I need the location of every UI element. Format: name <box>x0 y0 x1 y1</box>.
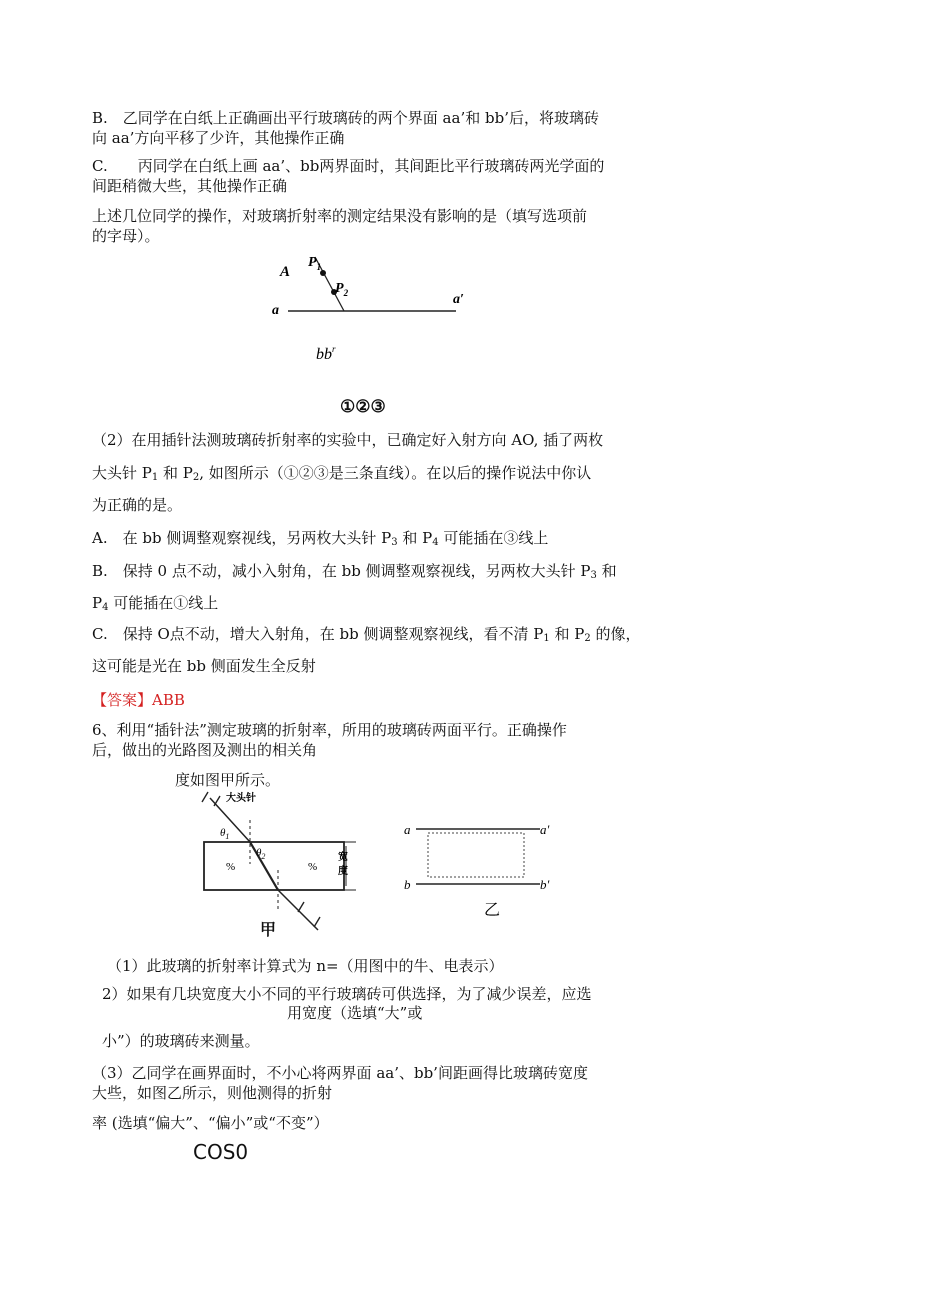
q6-part2-line2: 用宽度（选填“大”或 <box>287 1004 423 1022</box>
q2-option-b-line1: B. 保持 0 点不动，减小入射角，在 bb 侧调整观察视线，另两枚大头针 $P_3$ 和 <box>92 562 617 581</box>
svg-text:%: % <box>226 861 236 873</box>
q5-option-c-line2: 间距稍微大些，其他操作正确 <box>92 177 288 195</box>
svg-text:a′: a′ <box>540 822 550 837</box>
q6-part2-line3: 小”）的玻璃砖来测量。 <box>102 1032 260 1050</box>
q6-part2-line1: 2）如果有几块宽度大小不同的平行玻璃砖可供选择，为了减少误差，应选 <box>102 985 592 1003</box>
circled-numbers: ①②③ <box>340 397 386 417</box>
svg-text:θ1: $\theta_1$ <box>220 827 230 841</box>
q5-option-b-line1: B. 乙同学在白纸上正确画出平行玻璃砖的两个界面 aa’和 bb’后，将玻璃砖 <box>92 109 599 127</box>
figure-yi-caption: 乙 <box>484 902 501 919</box>
figure-incident-ray <box>260 245 490 375</box>
pin-label: 大头针 <box>226 793 256 804</box>
figure-yi <box>400 815 570 925</box>
svg-text:bbr: $bb^r$ <box>316 344 336 363</box>
q2-line3: 为正确的是。 <box>92 496 183 514</box>
label-a-prime: a′ <box>453 292 464 307</box>
label-p1: P <box>308 255 317 270</box>
q5-question-line1: 上述几位同学的操作，对玻璃折射率的测定结果没有影响的是（填写选项前 <box>92 207 588 225</box>
label-p2: P <box>335 281 344 296</box>
svg-text:宽: 宽 <box>338 852 348 863</box>
q6-part3-line3: 率 (选填“偏大”、“偏小”或“不变”） <box>92 1114 329 1132</box>
q6-part3-line2: 大些，如图乙所示，则他测得的折射 <box>92 1084 333 1102</box>
label-a: a <box>272 303 279 318</box>
svg-text:度: 度 <box>338 866 348 877</box>
svg-text:b′: b′ <box>540 877 550 892</box>
figure-jia-caption: 甲 <box>260 920 277 939</box>
q2-line1: （2）在用插针法测玻璃砖折射率的实验中，已确定好入射方向 AO, 插了两枚 <box>92 431 604 449</box>
answer-label: 【答案】ABB <box>92 691 185 709</box>
q6-line2: 后，做出的光路图及测出的相关角 <box>92 741 318 759</box>
cos-formula: COS0 <box>193 1140 249 1164</box>
figure-jia <box>190 790 370 940</box>
svg-text:P1: $P_1$ <box>308 255 322 272</box>
q2-option-c-line2: 这可能是光在 bb 侧面发生全反射 <box>92 657 316 675</box>
q2-option-a: A. 在 bb 侧调整观察视线，另两枚大头针 $P_3$ 和 $P_4$ 可能插在③线上 <box>92 529 549 548</box>
label-bb: bb <box>316 346 332 363</box>
q5-option-c-line1: C. 丙同学在白纸上画 aa’、bb两界面时，其间距比平行玻璃砖两光学面的 <box>92 157 605 175</box>
svg-text:a: a <box>404 822 411 837</box>
label-a-point: A <box>280 264 291 280</box>
svg-text:θ2: $\theta_2$ <box>256 847 266 861</box>
svg-text:b: b <box>404 877 411 892</box>
q2-option-c-line1: C. 保持 O点不动，增大入射角，在 bb 侧调整观察视线，看不清 $P_1$ 和 $P_2$ 的像， <box>92 625 641 644</box>
q6-part1: （1）此玻璃的折射率计算式为 n=（用图中的牛、电表示） <box>107 957 504 975</box>
q6-line3: 度如图甲所示。 <box>175 771 281 789</box>
q2-option-b-line2: $P_4$ 可能插在①线上 <box>92 594 219 613</box>
q5-option-b-line2: 向 aa’方向平移了少许，其他操作正确 <box>92 129 345 147</box>
q2-line2: 大头针 $P_1$ 和 $P_2$, 如图所示（①②③是三条直线）。在以后的操作说法中你认 <box>92 464 592 483</box>
svg-text:P2: $P_2$ <box>335 281 349 298</box>
svg-text:%: % <box>308 861 318 873</box>
q5-question-line2: 的字母）。 <box>92 227 160 245</box>
q6-part3-line1: （3）乙同学在画界面时，不小心将两界面 aa’、bb’间距画得比玻璃砖宽度 <box>92 1064 588 1082</box>
q6-line1: 6、利用“插针法”测定玻璃的折射率，所用的玻璃砖两面平行。正确操作 <box>92 721 567 739</box>
